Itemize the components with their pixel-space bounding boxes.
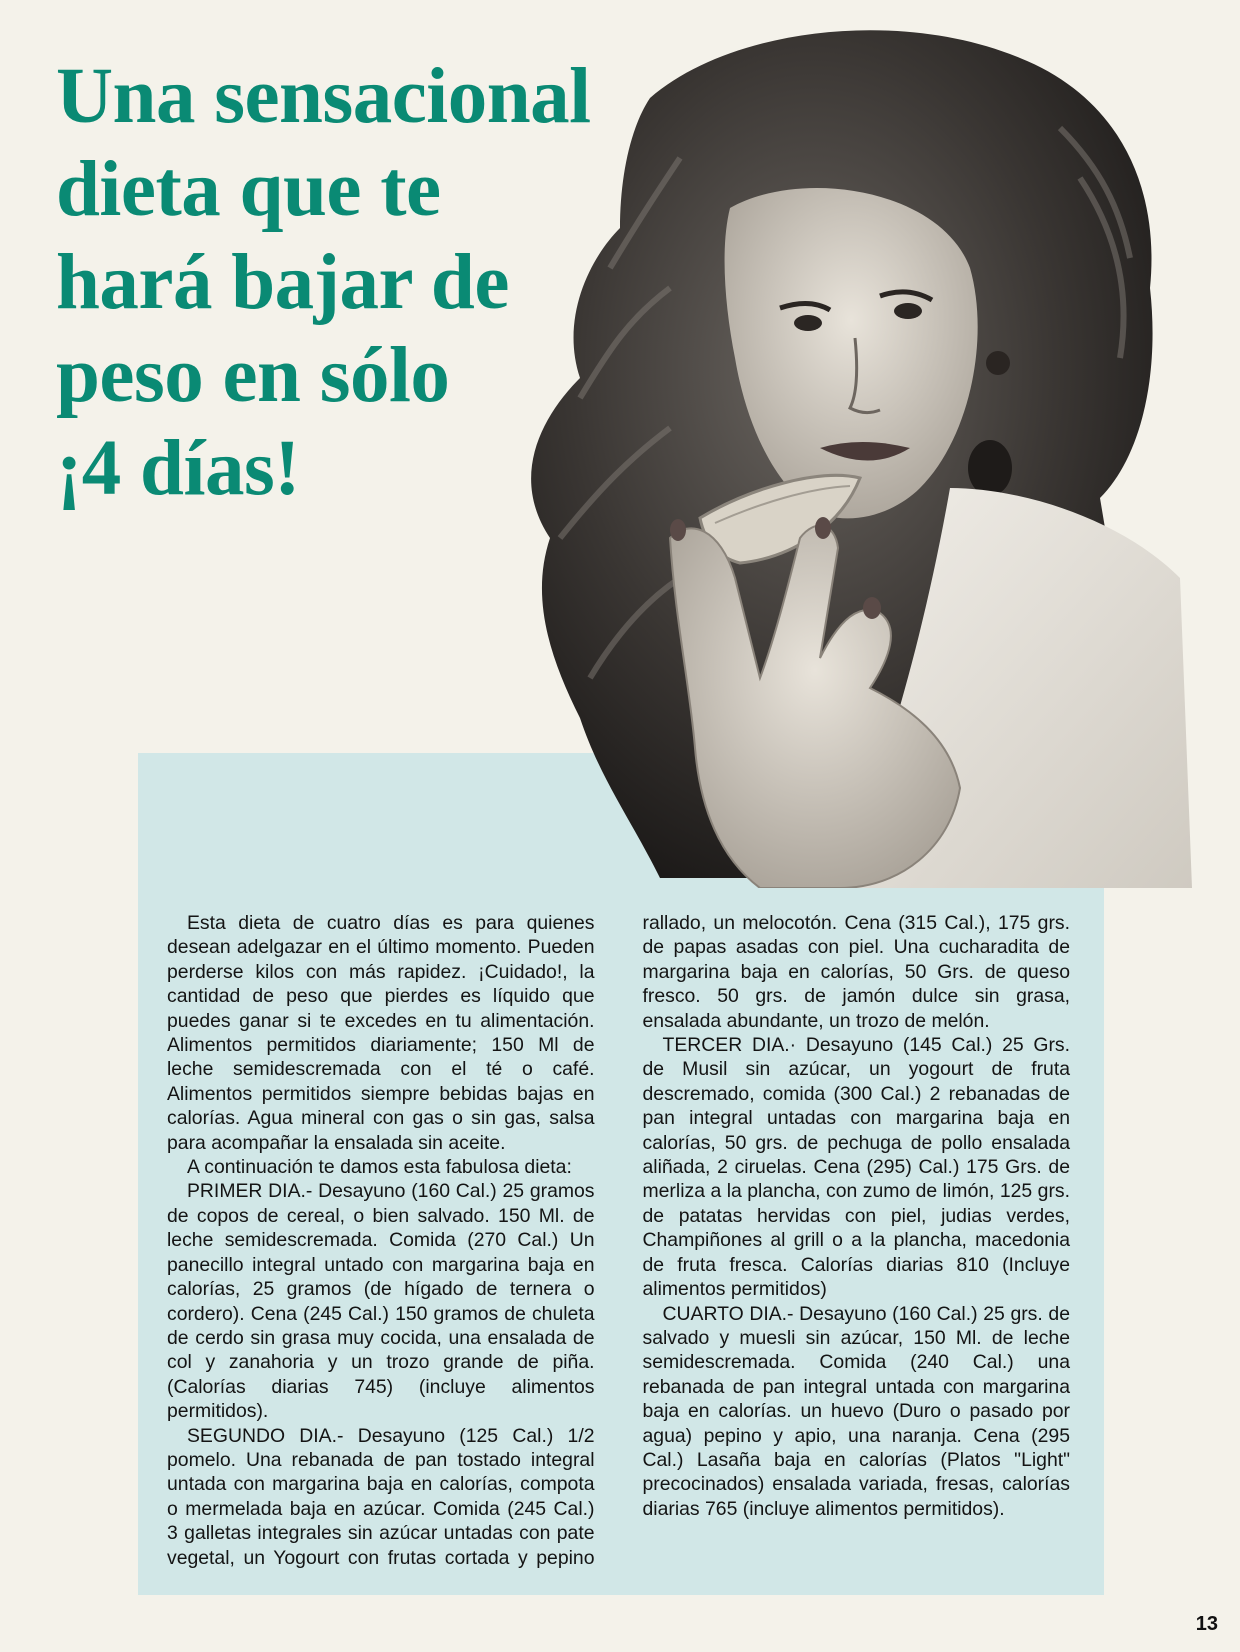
headline-line: Una sensacional (56, 53, 591, 140)
article-paragraph: SEGUNDO DIA.- Desayuno (125 Cal.) 1/2 pomelo. Una rebanada de pan tostado integral untada con margarina baja en calorías, compota o mermelada baja en azúcar. Comida (245 Cal.) 3 galletas integrales sin azúcar untadas con pate vegetal, un Yogourt con frutas cortada y pepino rallado, un melocotón. Cena (315 Cal.), 175 grs. de papas asadas con piel. Una cucharadita de margarina baja en calorías, 50 Grs. de queso fresco. 50 grs. de jamón dulce sin grasa, ensalada abundante, un trozo de melón. (167, 912, 1070, 1569)
article-body (167, 911, 1070, 1581)
headline-line: ¡4 días! (56, 425, 300, 512)
headline-line: dieta que te (56, 146, 441, 233)
article-paragraph: TERCER DIA.· Desayuno (145 Cal.) 25 Grs. de Musil sin azúcar, un yogourt de fruta descremado, comida (300 Cal.) 2 rebanadas de pan integral untadas con margarina baja en calorías, 50 grs. de pechuga de pollo ensalada aliñada, 2 ciruelas. Cena (295) Cal.) 175 Grs. de merliza a la plancha, con zumo de limón, 125 grs. de patatas hervidas con piel, judias verdes, Champiñones al grill o a la plancha, macedonia de fruta fresca. Calorías diarias 810 (Incluye alimentos permitidos) (642, 1034, 1070, 1301)
page-number: 13 (1195, 1613, 1218, 1635)
woman-eating-grapefruit-photo (520, 18, 1192, 888)
article-paragraph: PRIMER DIA.- Desayuno (160 Cal.) 25 gramos de copos de cereal, o bien salvado. 150 Ml. de leche semidescremada. Comida (270 Cal.) Un panecillo integral untado con margarina baja en calorías, 25 gramos (de hígado de ternera o cordero). Cena (245 Cal.) 150 gramos de chuleta de cerdo sin grasa muy cocida, una ensalada de col y zanahoria y un trozo grande de piña. (Calorías diarias 745) (incluye alimentos permitidos). (167, 1180, 595, 1423)
article-paragraph: CUARTO DIA.- Desayuno (160 Cal.) 25 grs. de salvado y muesli sin azúcar, 150 Ml. de leche semidescremada. Comida (240 Cal.) una rebanada de pan integral untada con margarina baja en calorías. un huevo (Duro o pasado por agua) pepino y apio, una naranja. Cena (295 Cal.) Lasaña baja en calorías (Platos "Light" precocinados) ensalada variada, fresas, calorías diarias 765 (incluye alimentos permitidos). (642, 1302, 1070, 1520)
article-paragraph: A continuación te damos esta fabulosa dieta: (187, 1156, 572, 1179)
article-paragraph: Esta dieta de cuatro días es para quienes desean adelgazar en el último momento. Pueden perderse kilos con más rapidez. ¡Cuidado!, la cantidad de peso que pierdes es líquido que puedes ganar si te excedes en tu alimentación. Alimentos permitidos diariamente; 150 Ml de leche semidescremada con el té o café. Alimentos permitidos siempre bebidas bajas en calorías. Agua mineral con gas o sin gas, salsa para acompañar la ensalada sin aceite. (167, 912, 595, 1154)
headline-line: hará bajar de (56, 239, 509, 326)
headline-line: peso en sólo (56, 332, 450, 419)
